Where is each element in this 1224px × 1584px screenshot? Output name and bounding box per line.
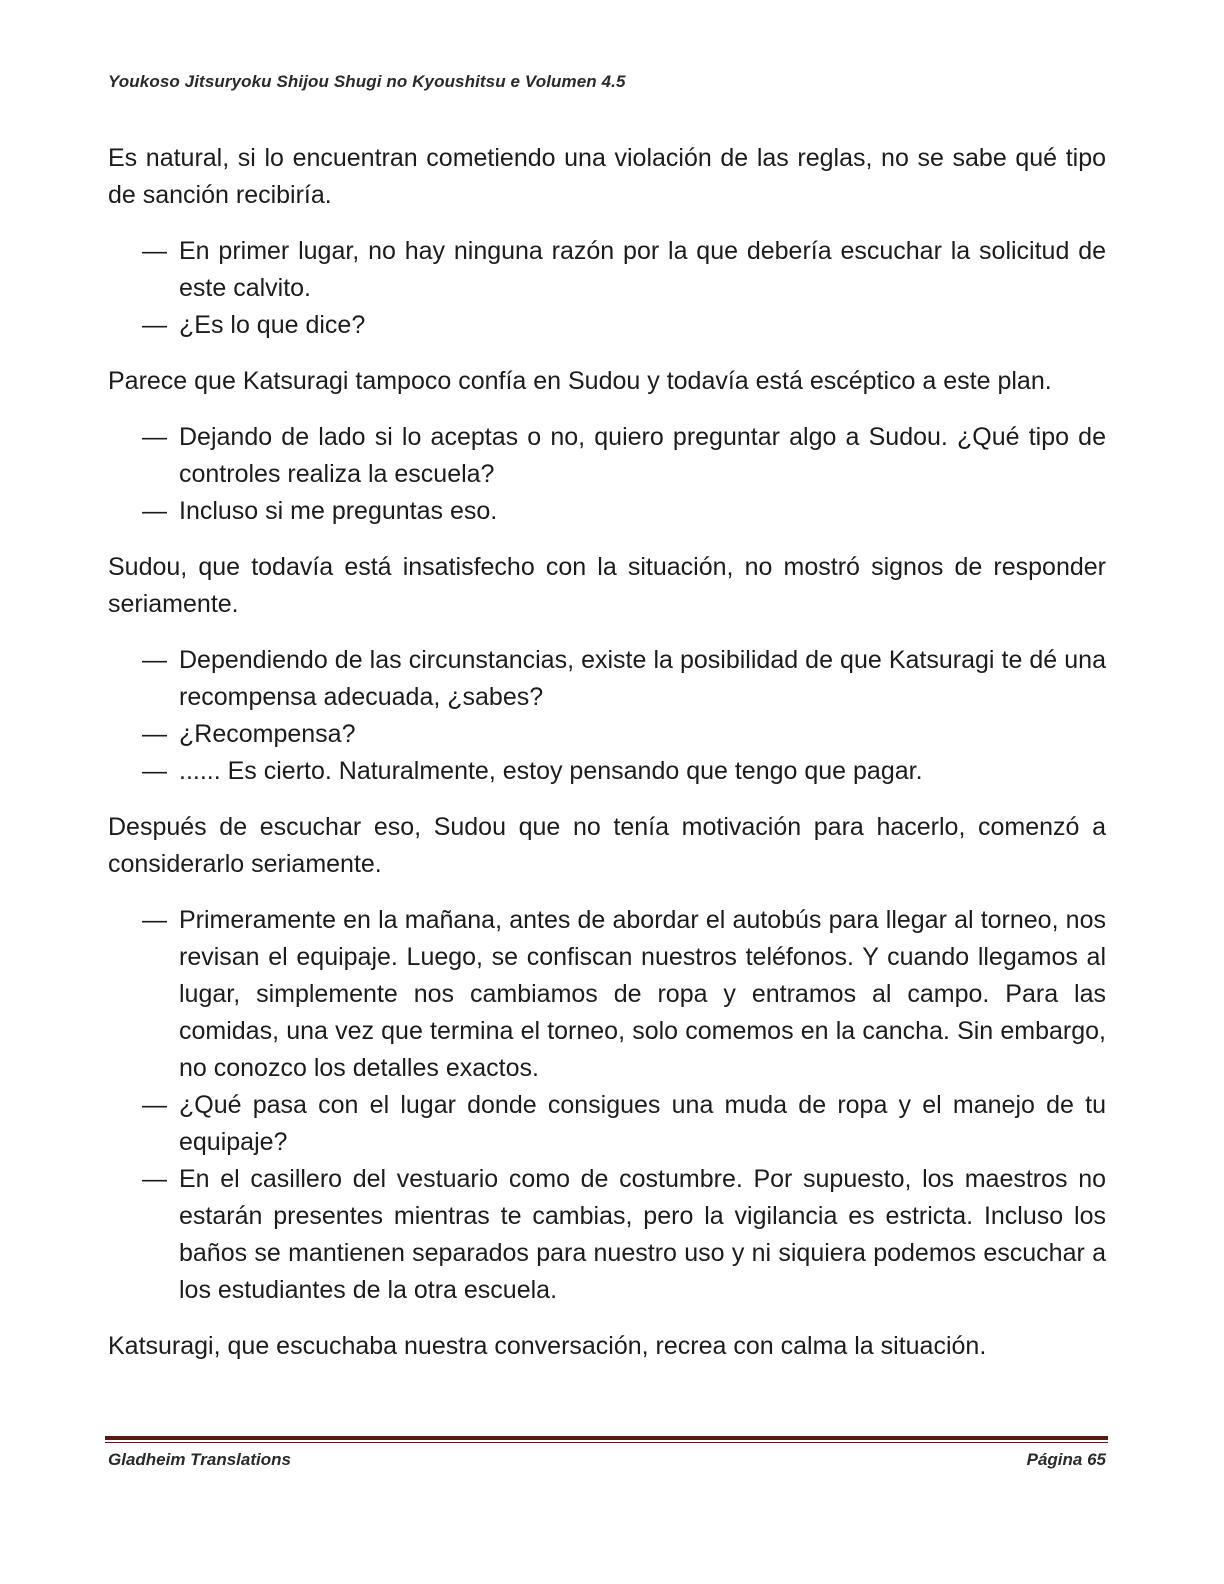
dialogue-dash: — xyxy=(142,646,167,674)
footer-rule-thin xyxy=(105,1442,1108,1443)
dialogue-dash: — xyxy=(142,906,167,934)
page-number: Página 65 xyxy=(1026,1450,1106,1469)
running-header: Youkoso Jitsuryoku Shijou Shugi no Kyoushitsu e Volumen 4.5 xyxy=(108,72,626,91)
dialogue-line xyxy=(108,902,1106,1087)
dialogue-text: Dependiendo de las circunstancias, existe la posibilidad de que Katsuragi te dé una recompensa adecuada, ¿sabes? xyxy=(179,646,1106,711)
dialogue-text: En el casillero del vestuario como de costumbre. Por supuesto, los maestros no estarán presentes mientras te cambias, pero la vigilancia es estricta. Incluso los baños se mantienen separados para nuestro uso y ni siquiera podemos escuchar a los estudiantes de la otra escuela. xyxy=(179,1165,1106,1304)
dialogue-dash: — xyxy=(142,423,167,451)
dialogue-line xyxy=(108,419,1106,493)
dialogue-line xyxy=(108,493,1106,530)
paragraph: Es natural, si lo encuentran cometiendo una violación de las reglas, no se sabe qué tipo de sanción recibiría. xyxy=(108,144,1106,209)
dialogue-line xyxy=(108,233,1106,307)
dialogue-text: Primeramente en la mañana, antes de abordar el autobús para llegar al torneo, nos revisan el equipaje. Luego, se confiscan nuestros teléfonos. Y cuando llegamos al lugar, simplemente nos cambiamos de ropa y entramos al campo. Para las comidas, una vez que termina el torneo, solo comemos en la cancha. Sin embargo, no conozco los detalles exactos. xyxy=(179,906,1106,1082)
dialogue-dash: — xyxy=(142,311,167,339)
dialogue-line xyxy=(108,307,1106,344)
dialogue-block xyxy=(108,233,1106,344)
dialogue-dash: — xyxy=(142,720,167,748)
dialogue-text: Dejando de lado si lo aceptas o no, quiero preguntar algo a Sudou. ¿Qué tipo de controles realiza la escuela? xyxy=(179,423,1106,488)
paragraph: Parece que Katsuragi tampoco confía en Sudou y todavía está escéptico a este plan. xyxy=(108,367,1052,395)
paragraph: Sudou, que todavía está insatisfecho con la situación, no mostró signos de responder seriamente. xyxy=(108,553,1106,618)
dialogue-block xyxy=(108,642,1106,790)
dialogue-line xyxy=(108,1087,1106,1161)
dialogue-dash: — xyxy=(142,1091,167,1119)
dialogue-dash: — xyxy=(142,1165,167,1193)
dialogue-block xyxy=(108,419,1106,530)
dialogue-text: Incluso si me preguntas eso. xyxy=(179,497,498,525)
dialogue-line xyxy=(108,1161,1106,1309)
footer-rule-thick xyxy=(105,1436,1108,1440)
paragraph: Después de escuchar eso, Sudou que no tenía motivación para hacerlo, comenzó a considerarlo seriamente. xyxy=(108,813,1106,878)
dialogue-dash: — xyxy=(142,497,167,525)
dialogue-text: ...... Es cierto. Naturalmente, estoy pensando que tengo que pagar. xyxy=(179,757,923,785)
dialogue-text: ¿Qué pasa con el lugar donde consigues una muda de ropa y el manejo de tu equipaje? xyxy=(179,1091,1106,1156)
footer-rule xyxy=(105,1436,1108,1443)
dialogue-text: ¿Recompensa? xyxy=(179,720,356,748)
dialogue-block xyxy=(108,902,1106,1309)
footer-credit: Gladheim Translations xyxy=(108,1450,291,1469)
dialogue-text: En primer lugar, no hay ninguna razón por la que debería escuchar la solicitud de este calvito. xyxy=(179,237,1106,302)
dialogue-line xyxy=(108,642,1106,716)
dialogue-dash: — xyxy=(142,757,167,785)
dialogue-line xyxy=(108,716,1106,753)
page-body xyxy=(108,140,1106,1384)
dialogue-text: ¿Es lo que dice? xyxy=(179,311,366,339)
dialogue-dash: — xyxy=(142,237,167,265)
paragraph: Katsuragi, que escuchaba nuestra conversación, recrea con calma la situación. xyxy=(108,1332,987,1360)
dialogue-line xyxy=(108,753,1106,790)
